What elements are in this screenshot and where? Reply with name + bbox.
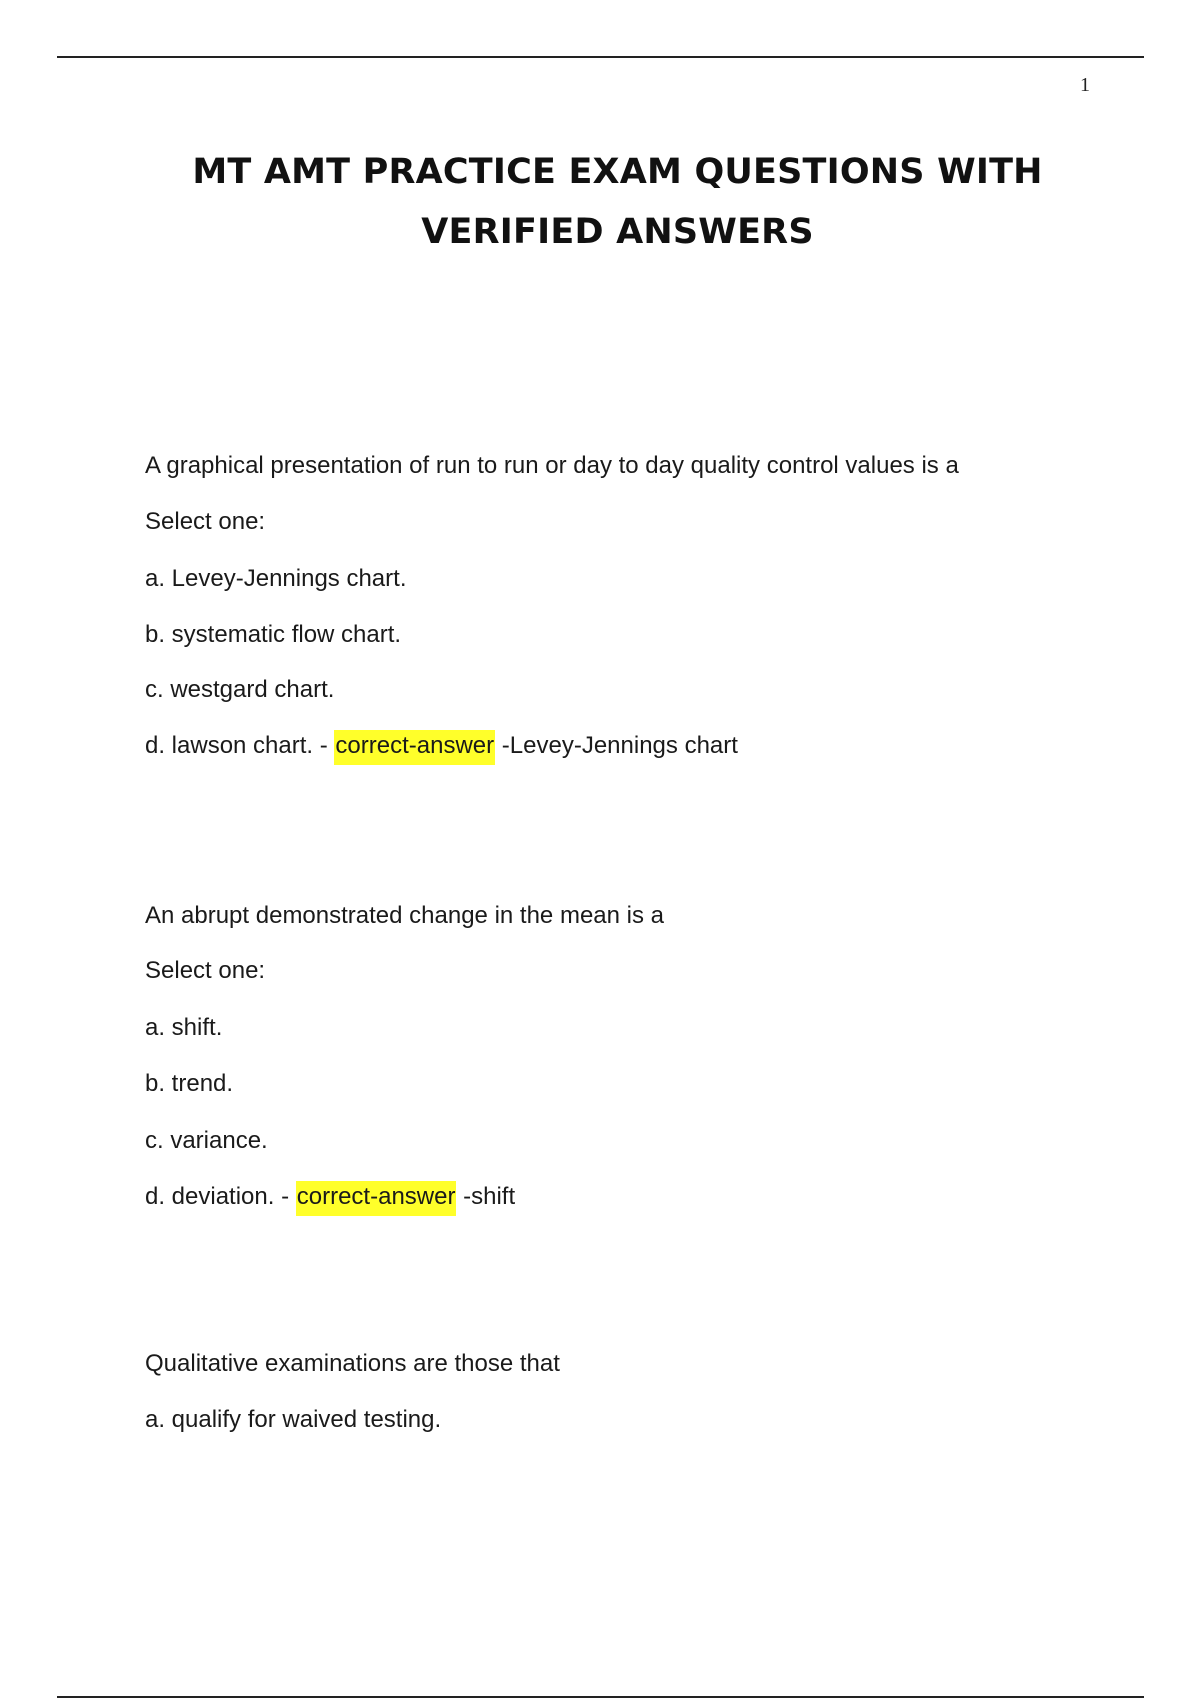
answer-option-d xyxy=(145,1182,515,1212)
option-d-text: d. deviation. - xyxy=(145,1183,296,1210)
select-one-prompt: Select one: xyxy=(145,957,266,984)
correct-answer-text: -Levey-Jennings chart xyxy=(495,732,738,759)
page-number: 1 xyxy=(1080,74,1090,96)
answer-option-b: b. trend. xyxy=(145,1070,234,1097)
correct-answer-highlight: correct-answer xyxy=(296,1181,457,1216)
question-stem: A graphical presentation of run to run or day to day quality control values is a xyxy=(145,452,959,479)
page-bottom-rule xyxy=(57,1696,1144,1698)
correct-answer-highlight: correct-answer xyxy=(334,730,495,765)
answer-option-c: c. variance. xyxy=(145,1127,268,1154)
answer-option-d xyxy=(145,731,738,761)
page-top-rule xyxy=(57,56,1144,58)
answer-option-a: a. qualify for waived testing. xyxy=(145,1406,442,1433)
question-stem: An abrupt demonstrated change in the mean is a xyxy=(145,902,664,929)
document-title xyxy=(120,142,1115,262)
select-one-prompt: Select one: xyxy=(145,508,266,535)
title-line-2: VERIFIED ANSWERS xyxy=(421,212,814,252)
answer-option-a: a. Levey-Jennings chart. xyxy=(145,565,407,592)
option-d-text: d. lawson chart. - xyxy=(145,732,335,759)
title-line-1: MT AMT PRACTICE EXAM QUESTIONS WITH xyxy=(192,152,1043,192)
answer-option-c: c. westgard chart. xyxy=(145,676,335,703)
answer-option-b: b. systematic flow chart. xyxy=(145,621,402,648)
correct-answer-text: -shift xyxy=(456,1183,516,1210)
question-stem: Qualitative examinations are those that xyxy=(145,1350,560,1377)
answer-option-a: a. shift. xyxy=(145,1014,223,1041)
